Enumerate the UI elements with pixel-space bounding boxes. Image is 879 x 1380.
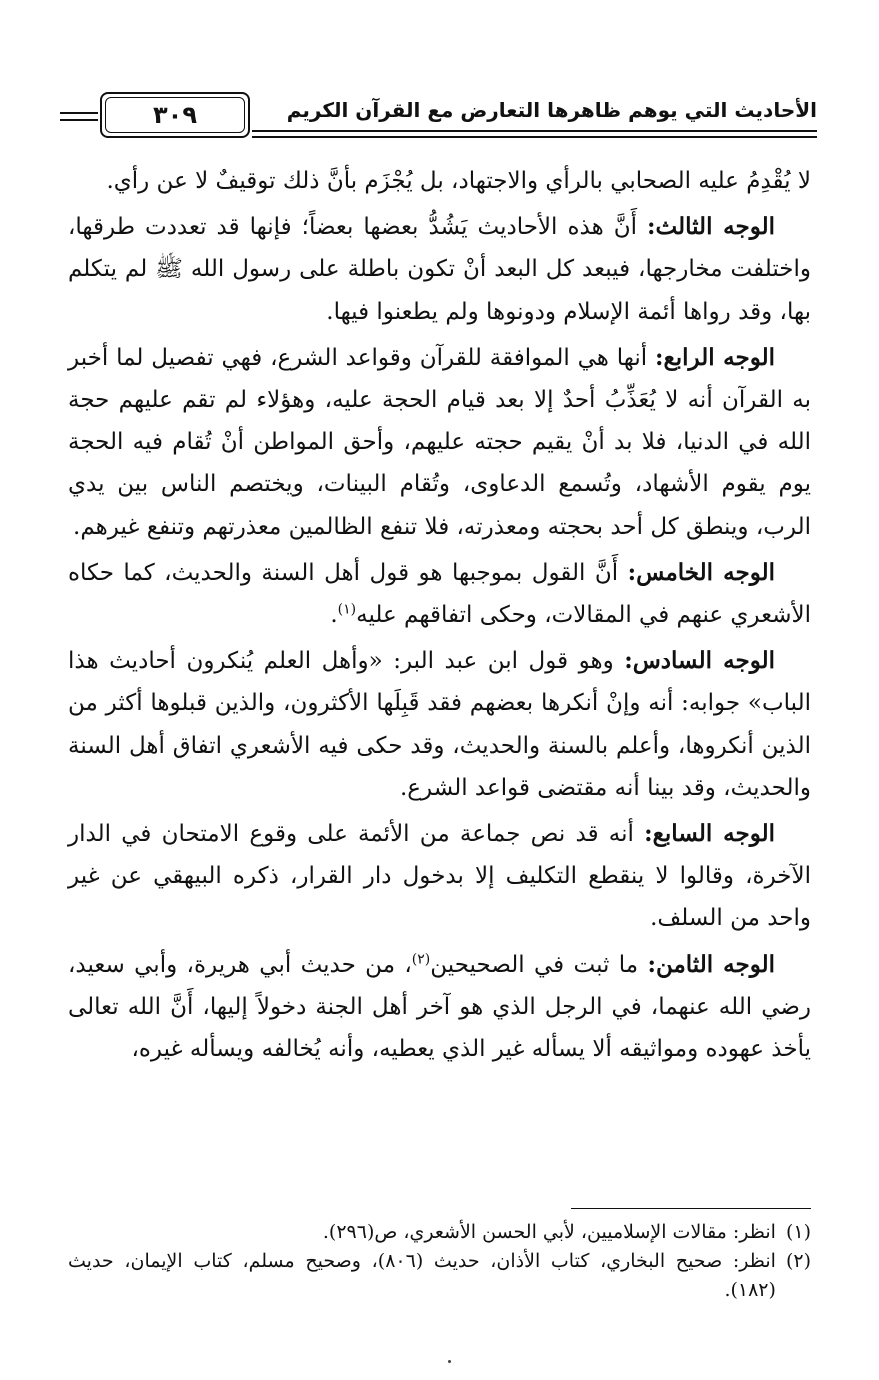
section-heading: الوجه السابع:	[644, 820, 775, 848]
header-rule	[252, 130, 817, 132]
header-rule	[60, 112, 98, 114]
paragraph-text: أنها هي الموافقة للقرآن وقواعد الشرع، فهي تفصيل لما أخبر به القرآن أنه لا يُعَذِّبُ أحدٌ إلا بعد قيام الحجة عليه، وهؤلاء لم تقم عليهم حجة الله في الدنيا، فلا بد أنْ يقيم حجته عليهم، وأحق المواطن أنْ تُقام فيه الحجة يوم يقوم الأشهاد، وتُسمع الدعاوى، وتُقام البينات، ويختصم الناس بين يدي الرب، وينطق كل أحد بحجته ومعذرته، فلا تنفع الظالمين معذرتهم وتنفع غيرهم.	[68, 344, 811, 540]
paragraph	[68, 206, 811, 333]
footnote-separator	[571, 1208, 811, 1209]
footnote-text: انظر: مقالات الإسلاميين، لأبي الحسن الأشعري، ص(٢٩٦).	[322, 1221, 776, 1243]
paragraph-text: ما ثبت في الصحيحين	[430, 951, 648, 978]
paragraph	[68, 552, 811, 636]
paragraph	[68, 813, 811, 940]
paragraph-text: وهو قول ابن عبد البر: «وأهل العلم يُنكرون أحاديث هذا الباب» جوابه: أنه وإنْ أنكرها بعضهم فقد قَبِلَها الأكثرون، والذين قبلوها أكثر من الذين أنكروها، وأعلم بالسنة والحديث، وقد حكى فيه الأشعري اتفاق أهل السنة والحديث، وقد بينا أنه مقتضى قواعد الشرع.	[68, 648, 811, 801]
paragraph-text: أنه قد نص جماعة من الأئمة على وقوع الامتحان في الدار الآخرة، وقالوا لا ينقطع التكليف إلا بدخول دار القرار، ذكره البيهقي عن غير واحد من السلف.	[68, 821, 811, 932]
paragraph-text: لا يُقْدِمُ عليه الصحابي بالرأي والاجتهاد، بل يُجْزَم بأنَّ ذلك توقيفٌ لا عن رأي.	[106, 168, 811, 194]
header-rule	[252, 136, 817, 138]
paragraph	[68, 337, 811, 548]
paragraph-text: .	[330, 602, 338, 629]
paragraph	[68, 944, 811, 1071]
header-rule	[60, 119, 98, 121]
footnote-number: (٢)	[785, 1250, 811, 1272]
footnote-reference[interactable]: (٢)	[411, 951, 431, 967]
paragraph-text: أَنَّ القول بموجبها هو قول أهل السنة والحديث، كما حكاه الأشعري عنهم في المقالات، وحكى اتفاقهم عليه	[68, 559, 811, 629]
running-title: الأحاديث التي يوهم ظاهرها التعارض مع القرآن الكريم	[286, 98, 817, 122]
section-heading: الوجه الرابع:	[655, 343, 775, 371]
section-heading: الوجه السادس:	[624, 647, 775, 675]
paragraph-text: ، من حديث أبي هريرة، وأبي سعيد، رضي الله عنهما، في الرجل الذي هو آخر أهل الجنة دخولاً إليها، أَنَّ الله تعالى يأخذ عهوده ومواثيقه ألا يسأله غير الذي يعطيه، وأنه يُخالفه ويسأله غيره،	[68, 951, 811, 1063]
paragraph	[68, 160, 811, 202]
page-number: ٣٠٩	[105, 97, 245, 133]
footnote-reference[interactable]: (١)	[337, 601, 357, 618]
page-number-frame	[100, 92, 250, 138]
main-text	[68, 160, 811, 1074]
footnotes	[68, 1218, 811, 1305]
page-header	[60, 92, 817, 146]
paragraph-text: أَنَّ هذه الأحاديث يَشُدُّ بعضها بعضاً؛ فإنها قد تعددت طرقها، واختلفت مخارجها، فيبعد كل البعد أنْ تكون باطلة على رسول الله ﷺ لم يتكلم بها، وقد رواها أئمة الإسلام ودونوها ولم يطعنوا فيها.	[68, 214, 811, 325]
section-heading: الوجه الثالث:	[647, 213, 776, 241]
paragraph	[68, 640, 811, 809]
footnote	[68, 1218, 811, 1247]
print-speck	[448, 1360, 451, 1363]
section-heading: الوجه الخامس:	[627, 558, 775, 586]
footnote-number: (١)	[785, 1221, 811, 1243]
footnote-text: انظر: صحيح البخاري، كتاب الأذان، حديث (٨٠٦)، وصحيح مسلم، كتاب الإيمان، حديث (١٨٢).	[68, 1250, 776, 1301]
section-heading: الوجه الثامن:	[647, 950, 775, 978]
footnote	[68, 1247, 811, 1305]
